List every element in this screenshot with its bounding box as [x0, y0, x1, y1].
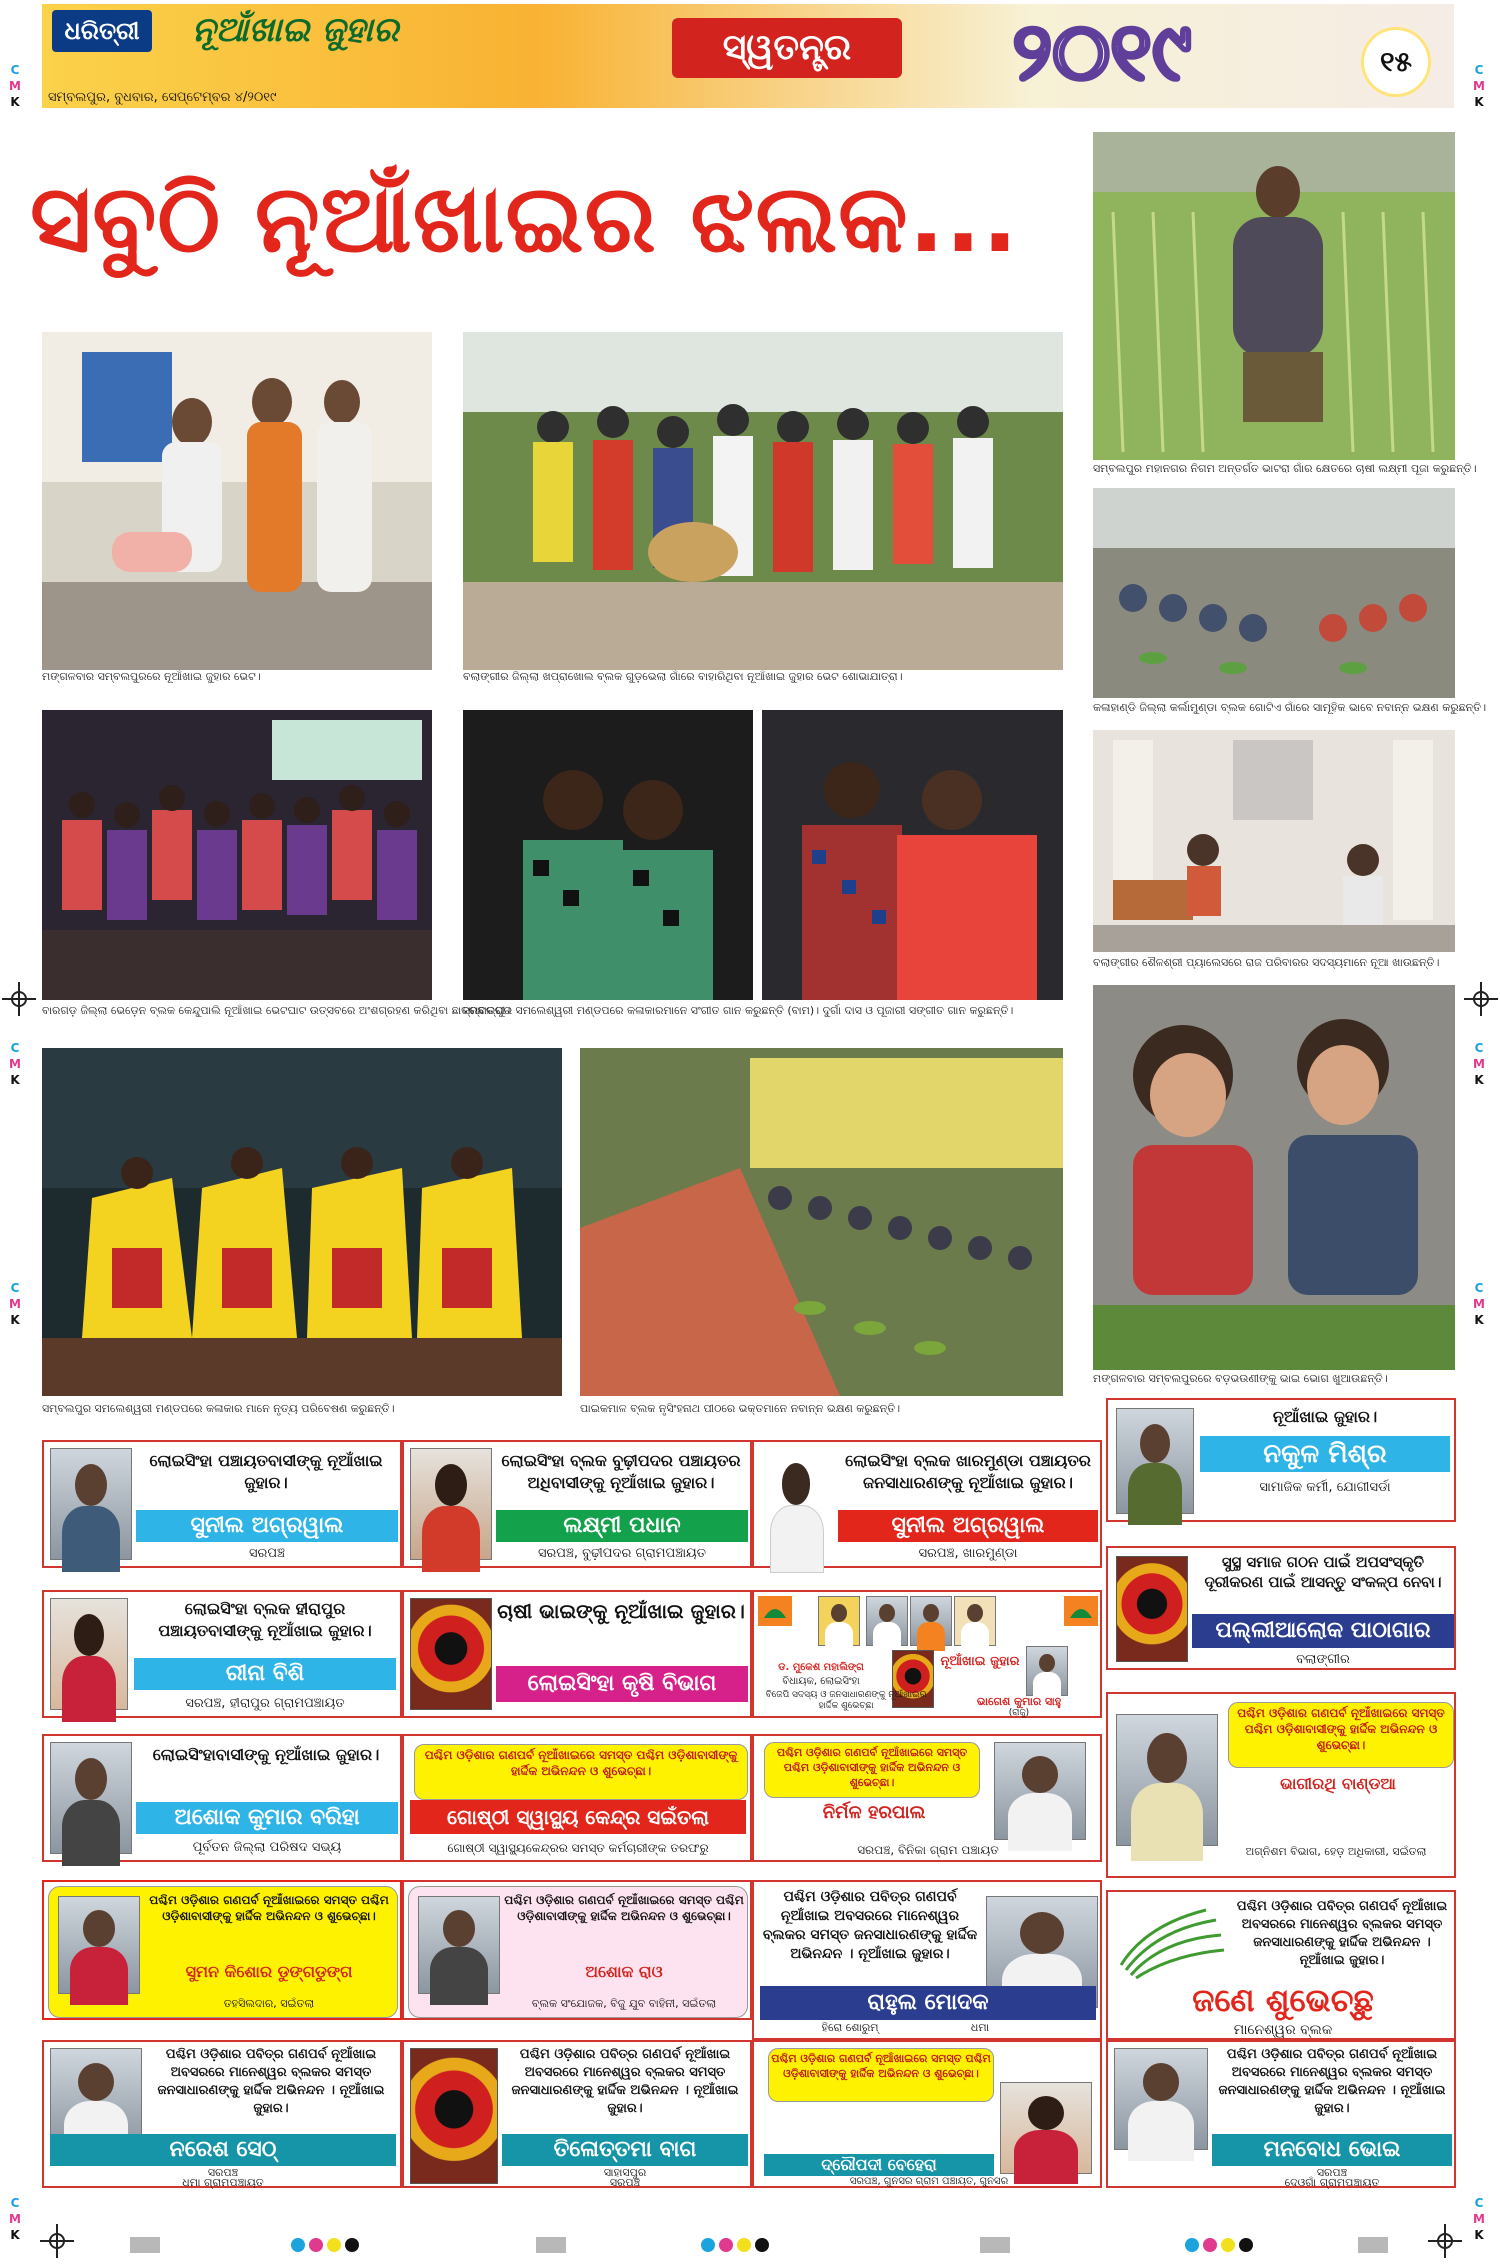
- avatar: [954, 1596, 996, 1646]
- page-number: ୧୫: [1364, 30, 1428, 94]
- avatar: [1000, 2082, 1092, 2174]
- color-swatch-strip: [1184, 2237, 1256, 2253]
- ad-message: ନୂଆଁଖାଇ ଜୁହାର।: [1272, 1407, 1378, 1426]
- ad-nakul-mishra: [1106, 1398, 1456, 1522]
- ad-message: ପଶ୍ଚିମ ଓଡ଼ିଶାର ପବିତ୍ର ଗଣପର୍ବ ନୂଆଁଖାଇ ଅବସରରେ ମାନେଶ୍ୱର ବ୍ଲକର ସମସ୍ତ ଜନସାଧାରଣଙ୍କୁ ହାର୍ଦ୍ଦିକ ଅଭିନନ୍ଦନ । ନୂଆଁଖାଇ ଜୁହାର।: [157, 2047, 385, 2116]
- registration-mark-icon: [1428, 2224, 1462, 2258]
- avatar: [50, 1742, 132, 1854]
- photo-singers-men: [762, 710, 1063, 1000]
- ad-name: ଅଶୋକ ରାଓ: [585, 1962, 663, 1981]
- ad-sunil-agarwal-2: [752, 1440, 1102, 1568]
- ad-message: ପଶ୍ଚିମ ଓଡ଼ିଶାର ଗଣପର୍ବ ନୂଆଁଖାଇରେ ସମସ୍ତ ପଶ୍ଚିମ ଓଡ଼ିଶାବାସୀଙ୍କୁ ହାର୍ଦ୍ଦିକ ଅଭିନନ୍ଦନ ଓ ଶୁଭେଚ୍ଛା।: [1228, 1702, 1454, 1768]
- ad-name: ଭାଗୀରଥି ବାଣ୍ଡଆ: [1280, 1774, 1396, 1793]
- ad-rahul-modak: [752, 1880, 1102, 2040]
- ad-message: ପଶ୍ଚିମ ଓଡ଼ିଶାର ଗଣପର୍ବ ନୂଆଁଖାଇରେ ସମସ୍ତ ପଶ୍ଚିମ ଓଡ଼ିଶାବାସୀଙ୍କୁ ହାର୍ଦ୍ଦିକ ଅଭିନନ୍ଦନ ଓ ଶୁଭେଚ୍ଛା।: [414, 1744, 748, 1800]
- ad-tilottama-bag: [402, 2040, 752, 2188]
- ad-name: ଅଶୋକ କୁମାର ବରିହା: [136, 1802, 398, 1834]
- gray-swatch: [130, 2237, 160, 2253]
- ad-role: ତହସିଲଦାର, ସଇଁତଲା: [223, 1997, 315, 2010]
- ad-name: ଦ୍ରୌପଦୀ ବେହେରା: [764, 2154, 994, 2176]
- avatar: [818, 1596, 860, 1646]
- ad-name: ମନବୋଧ ଭୋଇ: [1212, 2134, 1452, 2166]
- ad-name: ସୁନୀଲ ଅଗ୍ରୱାଲ: [838, 1510, 1098, 1542]
- ad-name: ରୀନା ବିଶି: [134, 1658, 396, 1690]
- photo-image: [42, 710, 432, 1000]
- photo-procession: [463, 332, 1063, 670]
- photo-image: [580, 1048, 1063, 1396]
- ad-gosthi-swasthya: [402, 1734, 752, 1862]
- ad-role: ହିରୋ ଶୋରୁମ୍: [821, 2021, 879, 2034]
- photo-image: [1093, 488, 1455, 698]
- photo-image: [463, 710, 753, 1000]
- paddy-image: [1116, 1900, 1226, 1980]
- cmk-strip: C M K: [1473, 2196, 1485, 2242]
- photo-caption: ସମ୍ବଲପୁର ସମଲେଶ୍ୱରୀ ମଣ୍ଡପରେ କଳାକାରମାନେ ସଂଗୀତ ଗାନ କରୁଛନ୍ତି (ବାମ)। ଦୁର୍ଗା ଦାସ ଓ ପୂଜାରୀ ସଙ୍ଗୀତ ଗାନ କରୁଛନ୍ତି।: [463, 1004, 1014, 1017]
- avatar: [866, 1596, 908, 1646]
- photo-caption: ବଲାଙ୍ଗୀର ଶୈଳଶ୍ରୀ ପ୍ୟାଲେସରେ ରାଜ ପରିବାରର ସଦସ୍ୟମାନେ ନୂଆ ଖାଉଛନ୍ତି।: [1093, 956, 1440, 969]
- newspaper-logo: ଧରିତ୍ରୀ: [52, 10, 152, 52]
- avatar: [1026, 1646, 1068, 1696]
- photo-children: [1093, 985, 1455, 1370]
- avatar: [1116, 1714, 1218, 1846]
- ad-nirmal-harpal: [752, 1734, 1102, 1862]
- ad-left-note: ବିଜେପି ସଦସ୍ୟ ଓ ଜନସାଧାରଣଙ୍କୁ ନୂଆଁଖାଇର ହାର୍ଦ୍ଦିକ ଶୁଭେଚ୍ଛା: [765, 1690, 927, 1711]
- ad-message: ଲୋଇସିଂହାବାସୀଙ୍କୁ ନୂଆଁଖାଇ ଜୁହାର।: [152, 1745, 380, 1764]
- avatar: [50, 1448, 132, 1560]
- photo-image: [42, 1048, 562, 1396]
- ad-rina-bishi: [42, 1590, 402, 1718]
- ad-manabodh-bhoi: [1106, 2040, 1456, 2188]
- photo-image: [1093, 730, 1455, 952]
- photo-caption: କଳାହାଣ୍ଡି ଜିଲ୍ଲା କର୍ଲାମୁଣ୍ଡା ବ୍ଲକ ଗୋଟିଏ ଗାଁରେ ସାମୂହିକ ଭାବେ ନବାନ୍ନ ଭକ୍ଷଣ କରୁଛନ୍ତି।: [1093, 701, 1487, 714]
- photo-caption: ସମ୍ବଲପୁର ମହାନଗର ନିଗମ ଅନ୍ତର୍ଗତ ଭାଟରା ଗାଁର କ୍ଷେତରେ ଚାଷୀ ଲକ୍ଷ୍ମୀ ପୂଜା କରୁଛନ୍ତି।: [1093, 462, 1477, 475]
- avatar: [58, 1896, 140, 1994]
- ad-message: ପଶ୍ଚିମ ଓଡ଼ିଶାର ଗଣପର୍ବ ନୂଆଁଖାଇରେ ସମସ୍ତ ପଶ୍ଚିମ ଓଡ଼ିଶାବାସୀଙ୍କୁ ହାର୍ଦ୍ଦିକ ଅଭିନନ୍ଦନ ଓ ଶୁଭେଚ୍ଛା।: [768, 2048, 994, 2102]
- photo-image: [42, 332, 432, 670]
- ad-name: ନକୁଳ ମିଶ୍ର: [1200, 1436, 1450, 1472]
- ad-role: ମାନେଶ୍ୱର ବ୍ଲକ: [1233, 2022, 1333, 2038]
- photo-farmer-field: [1093, 132, 1455, 460]
- color-swatch-strip: [290, 2237, 362, 2253]
- lotus-icon: [758, 1596, 792, 1626]
- ad-role-2: ଧମା: [970, 2021, 990, 2034]
- ad-lakshmi-pradhan: [402, 1440, 752, 1568]
- ad-palli-alok: [1106, 1546, 1456, 1670]
- cmk-strip: C M K: [1473, 1041, 1485, 1087]
- photo-dancers: [42, 1048, 562, 1396]
- ad-name: ଗୋଷ୍ଠୀ ସ୍ୱାସ୍ଥ୍ୟ କେନ୍ଦ୍ର ସଇଁତଲା: [410, 1800, 746, 1834]
- registration-mark-icon: [40, 2224, 74, 2258]
- ad-role: ବ୍ଲକ ସଂଯୋଜକ, ବିଜୁ ଯୁବ ବାହିନୀ, ସଇଁତଲା: [531, 1997, 717, 2010]
- avatar: [760, 1448, 832, 1558]
- ad-name: ଜଣେ ଶୁଭେଚ୍ଛୁ: [1192, 1981, 1374, 2019]
- deity-image: [410, 2048, 498, 2184]
- registration-mark-icon: [2, 982, 36, 1016]
- ad-message: ପଶ୍ଚିମ ଓଡ଼ିଶାର ଗଣପର୍ବ ନୂଆଁଖାଇରେ ସମସ୍ତ ପଶ୍ଚିମ ଓଡ଼ିଶାବାସୀଙ୍କୁ ହାର୍ଦ୍ଦିକ ଅଭିନନ୍ଦନ ଓ ଶୁଭେଚ୍ଛା।: [504, 1893, 744, 1923]
- ad-ashok-kumar-bariha: [42, 1734, 402, 1862]
- ad-name: ଲୋଇସିଂହା କୃଷି ବିଭାଗ: [496, 1666, 748, 1702]
- ad-name: ତିଳୋତ୍ତମା ବାଗ: [502, 2134, 748, 2166]
- special-ribbon: ସ୍ୱତନ୍ତ୍ର: [672, 18, 902, 78]
- ad-suman-kishor: [42, 1880, 402, 2020]
- dateline: ସମ୍ବଲପୁର, ବୁଧବାର, ସେପ୍ଟେମ୍ବର ୪/୨୦୧୯: [48, 90, 277, 105]
- lotus-icon: [1064, 1596, 1098, 1626]
- photo-singers-women: [463, 710, 753, 1000]
- photo-students: [42, 710, 432, 1000]
- masthead: [42, 4, 1454, 108]
- ad-name: ସୁମନ କିଶୋର ଡୁଙ୍ଗଡୁଙ୍ଗ: [185, 1962, 353, 1981]
- ad-naresh-seth: [42, 2040, 402, 2188]
- cmk-strip: C M K: [1473, 63, 1485, 109]
- avatar: [1114, 2048, 1208, 2150]
- ad-bjp-greeting: [752, 1590, 1102, 1718]
- ad-name: ନରେଶ ସେଠ୍: [50, 2134, 396, 2166]
- photo-caption: ବାରଗଡ଼ ଜିଲ୍ଲା ଭେଡ଼େନ ବ୍ଲକ କେନ୍ଦୁପାଲି ନୂଆଁଖାଇ ଭେଟଘାଟ ଉତ୍ସବରେ ଅଂଶଗ୍ରହଣ କରିଥିବା ଛାତ୍ରଛାତ୍ରୀ।: [42, 1004, 511, 1017]
- ad-left-role: ବିଧାୟକ, ଲୋଇସିଂହା: [782, 1676, 860, 1687]
- avatar: [418, 1896, 500, 1994]
- ad-role: ସରପଞ୍ଚ: [1316, 2166, 1348, 2179]
- photo-royal-family: [1093, 730, 1455, 952]
- ad-role: ସାହାସପୁର: [603, 2166, 647, 2179]
- ad-message: ଲୋଇସିଂହା ବ୍ଲକ ଖାରମୁଣ୍ଡା ପଞ୍ଚାୟତର ଜନସାଧାରଣଙ୍କୁ ନୂଆଁଖାଇ ଜୁହାର।: [845, 1451, 1091, 1492]
- ad-message: ଲୋଇସିଂହା ପଞ୍ଚାୟତବାସୀଙ୍କୁ ନୂଆଁଖାଇ ଜୁହାର।: [149, 1451, 383, 1492]
- photo-caption: ବଲାଙ୍ଗୀର ଜିଲ୍ଲା ଖପ୍ରାଖୋଲ ବ୍ଲକ ଗୁଡ଼ଭେଲା ଗାଁରେ ବାହାରିଥିବା ନୂଆଁଖାଇ ଜୁହାର ଭେଟ ଶୋଭାଯାତ୍ରା।: [463, 670, 903, 683]
- photo-image: [762, 710, 1063, 1000]
- ad-name: ଲକ୍ଷ୍ମୀ ପଧାନ: [496, 1510, 748, 1542]
- ad-role: ପୂର୍ବତନ ଜିଲ୍ଲା ପରିଷଦ ସଭ୍ୟ: [192, 1840, 342, 1855]
- avatar: [994, 1742, 1086, 1840]
- cmk-strip: C M K: [9, 1281, 21, 1327]
- ad-name: ସୁନୀଲ ଅଗ୍ରୱାଲ: [136, 1510, 398, 1542]
- edition-year: ୨୦୧୯: [1012, 5, 1192, 98]
- cmk-strip: C M K: [9, 2196, 21, 2242]
- ad-role: ସରପଞ୍ଚ, ବୁଢ଼ୀପଦର ଗ୍ରାମପଞ୍ଚାୟତ: [537, 1546, 707, 1561]
- photo-image: [463, 332, 1063, 670]
- ad-sunil-agarwal-1: [42, 1440, 402, 1568]
- photo-caption: ସମ୍ବଲପୁର ସମଲେଶ୍ୱରୀ ମଣ୍ଡପରେ କଳାକାର ମାନେ ନୃତ୍ୟ ପରିବେଷଣ କରୁଛନ୍ତି।: [42, 1402, 395, 1415]
- page-headline: ସବୁଠି ନୂଆଁଖାଇର ଝଲକ...: [30, 165, 1019, 274]
- ad-role: ବଲାଙ୍ଗୀର: [1296, 1652, 1350, 1667]
- ad-role-2: ଧମା ଗ୍ରାମପଞ୍ଚାୟତ: [182, 2176, 264, 2189]
- ad-message: ପଶ୍ଚିମ ଓଡ଼ିଶାର ପବିତ୍ର ଗଣପର୍ବ ନୂଆଁଖାଇ ଅବସରରେ ମାନେଶ୍ୱର ବ୍ଲକର ସମସ୍ତ ଜନସାଧାରଣଙ୍କୁ ହାର୍ଦ୍ଦିକ ଅଭିନନ୍ଦନ । ନୂଆଁଖାଇ ଜୁହାର।: [511, 2047, 739, 2116]
- ad-message: ପଶ୍ଚିମ ଓଡ଼ିଶାର ପବିତ୍ର ଗଣପର୍ବ ନୂଆଁଖାଇ ଅବସରରେ ମାନେଶ୍ୱର ବ୍ଲକର ସମସ୍ତ ଜନସାଧାରଣଙ୍କୁ ହାର୍ଦ୍ଦିକ ଅଭିନନ୍ଦନ । ନୂଆଁଖାଇ ଜୁହାର।: [1218, 2047, 1446, 2116]
- photo-image: [1093, 985, 1455, 1370]
- cmk-strip: C M K: [9, 1041, 21, 1087]
- gray-swatch: [536, 2237, 566, 2253]
- ad-role-2: ଦେଓଗାଁ ଗ୍ରାମପଞ୍ଚାୟତ: [1284, 2176, 1380, 2189]
- deity-image: [1116, 1556, 1188, 1662]
- ad-krishi-vibhag: [402, 1590, 752, 1718]
- photo-caption: ମଙ୍ଗଳବାର ସମ୍ବଲପୁରରେ ନୂଆଁଖାଇ ଜୁହାର ଭେଟ।: [42, 670, 261, 683]
- ad-role-2: ସରପଞ୍ଚ: [609, 2176, 641, 2189]
- ad-message: ଚାଷୀ ଭାଇଙ୍କୁ ନୂଆଁଖାଇ ଜୁହାର।: [497, 1599, 745, 1623]
- avatar: [1116, 1408, 1194, 1514]
- registration-mark-icon: [1464, 982, 1498, 1016]
- ad-draupadi-behera: [752, 2040, 1102, 2188]
- ad-message: ପଶ୍ଚିମ ଓଡ଼ିଶାର ଗଣପର୍ବ ନୂଆଁଖାଇରେ ସମସ୍ତ ପଶ୍ଚିମ ଓଡ଼ିଶାବାସୀଙ୍କୁ ହାର୍ଦ୍ଦିକ ଅଭିନନ୍ଦନ ଓ ଶୁଭେଚ୍ଛା।: [764, 1742, 980, 1798]
- photo-juhar-greeting: [42, 332, 432, 670]
- ad-name: ନିର୍ମଳ ହରପାଲ: [822, 1802, 926, 1823]
- deity-image: [410, 1598, 492, 1710]
- photo-devotees-feast: [580, 1048, 1063, 1396]
- gray-swatch: [1358, 2237, 1388, 2253]
- cmk-strip: C M K: [9, 63, 21, 109]
- ad-role: ସରପଞ୍ଚ, ଗୁନସର ଗ୍ରାମ ପଞ୍ଚାୟତ, ଗୁନସର: [849, 2176, 1009, 2187]
- avatar: [410, 1448, 492, 1560]
- ad-role: ସରପଞ୍ଚ, ବିନିକା ଗ୍ରାମ ପଞ୍ଚାୟତ: [857, 1843, 999, 1857]
- festival-title: ନୂଆଁଖାଇ ଜୁହାର: [192, 10, 399, 50]
- avatar: [50, 1598, 128, 1710]
- avatar: [910, 1596, 952, 1646]
- color-swatch-strip: [700, 2237, 772, 2253]
- ad-role: ଅଗ୍ନିଶମ ବିଭାଗ, ହେଡ଼ ଅଧିକାରୀ, ସଇଁତଲା: [1245, 1845, 1427, 1858]
- cmk-strip: C M K: [1473, 1281, 1485, 1327]
- ad-ashok-rao: [402, 1880, 752, 2020]
- ad-left-name: ଡ. ମୁକେଶ ମହାଲିଙ୍ଗ: [778, 1662, 864, 1673]
- photo-caption: ମଙ୍ଗଳବାର ସମ୍ବଲପୁରରେ ବଡ଼ଭଉଣୀଙ୍କୁ ଭାଇ ଭୋଗ ଖୁଆଉଛନ୍ତି।: [1093, 1372, 1388, 1385]
- ad-message: ପଶ୍ଚିମ ଓଡ଼ିଶାର ପବିତ୍ର ଗଣପର୍ବ ନୂଆଁଖାଇ ଅବସରରେ ମାନେଶ୍ୱର ବ୍ଲକର ସମସ୍ତ ଜନସାଧାରଣଙ୍କୁ ହାର୍ଦ୍ଦିକ ଅଭିନନ୍ଦନ । ନୂଆଁଖାଇ ଜୁହାର।: [762, 1889, 978, 1962]
- photo-image: [1093, 132, 1455, 460]
- ad-name: ରାହୁଲ ମୋଦକ: [760, 1986, 1096, 2020]
- ad-role: ସରପଞ୍ଚ: [249, 1546, 285, 1561]
- ad-greeting: ନୂଆଁଖାଇ ଜୁହାର: [940, 1654, 1020, 1669]
- ad-role: ଗୋଷ୍ଠୀ ସ୍ୱାସ୍ଥ୍ୟକେନ୍ଦ୍ରର ସମସ୍ତ କର୍ମଚାରୀଙ୍କ ତରଫରୁ: [447, 1841, 709, 1855]
- photo-caption: ପାଇକମାଳ ବ୍ଲକ ନୃସିଂହନାଥ ପୀଠରେ ଭକ୍ତମାନେ ନବାନ୍ନ ଭକ୍ଷଣ କରୁଛନ୍ତି।: [580, 1402, 901, 1415]
- ad-role: ସାମାଜିକ କର୍ମୀ, ଯୋଗୀସର୍ଡା: [1259, 1480, 1391, 1495]
- ad-message: ଲୋଇସିଂହା ବ୍ଲକ ବୁଢ଼ୀପଦର ପଞ୍ଚାୟତର ଅଧିବାସୀଙ୍କୁ ନୂଆଁଖାଇ ଜୁହାର।: [501, 1451, 741, 1492]
- ad-role: ସରପଞ୍ଚ, ହୀରାପୁର ଗ୍ରାମପଞ୍ଚାୟତ: [185, 1696, 345, 1711]
- ad-name: ପଲ୍ଲୀଆଲୋକ ପାଠାଗାର: [1192, 1614, 1454, 1648]
- ad-jane-shubhechhu: [1106, 1890, 1456, 2040]
- gray-swatch: [980, 2237, 1010, 2253]
- ad-right-role: (ରାଜୁ): [1008, 1708, 1030, 1718]
- ad-right-name: ଭାଗେଶ କୁମାର ସାହୁ: [976, 1695, 1062, 1708]
- ad-message: ସୁସ୍ଥ ସମାଜ ଗଠନ ପାଇଁ ଅପସଂସ୍କୃତି ଦୂରୀକରଣ ପାଇଁ ଆସନ୍ତୁ ସଂକଳ୍ପ ନେବା।: [1204, 1553, 1442, 1591]
- ad-bhagirathi-banda: [1106, 1692, 1456, 1878]
- ad-role: ସରପଞ୍ଚ, ଖାରମୁଣ୍ଡା: [918, 1546, 1018, 1561]
- ad-message: ଲୋଇସିଂହା ବ୍ଲକ ହୀରାପୁର ପଞ୍ଚାୟତବାସୀଙ୍କୁ ନୂଆଁଖାଇ ଜୁହାର।: [158, 1599, 372, 1640]
- ad-message: ପଶ୍ଚିମ ଓଡ଼ିଶାର ଗଣପର୍ବ ନୂଆଁଖାଇରେ ସମସ୍ତ ପଶ୍ଚିମ ଓଡ଼ିଶାବାସୀଙ୍କୁ ହାର୍ଦ୍ଦିକ ଅଭିନନ୍ଦନ ଓ ଶୁଭେଚ୍ଛା।: [149, 1893, 389, 1923]
- ad-message: ପଶ୍ଚିମ ଓଡ଼ିଶାର ପବିତ୍ର ଗଣପର୍ବ ନୂଆଁଖାଇ ଅବସରରେ ମାନେଶ୍ୱର ବ୍ଲକର ସମସ୍ତ ଜନସାଧାରଣଙ୍କୁ ହାର୍ଦ୍ଦିକ ଅଭିନନ୍ଦନ । ନୂଆଁଖାଇ ଜୁହାର।: [1236, 1899, 1448, 1968]
- photo-community-feast: [1093, 488, 1455, 698]
- ad-role: ସରପଞ୍ଚ: [207, 2166, 239, 2179]
